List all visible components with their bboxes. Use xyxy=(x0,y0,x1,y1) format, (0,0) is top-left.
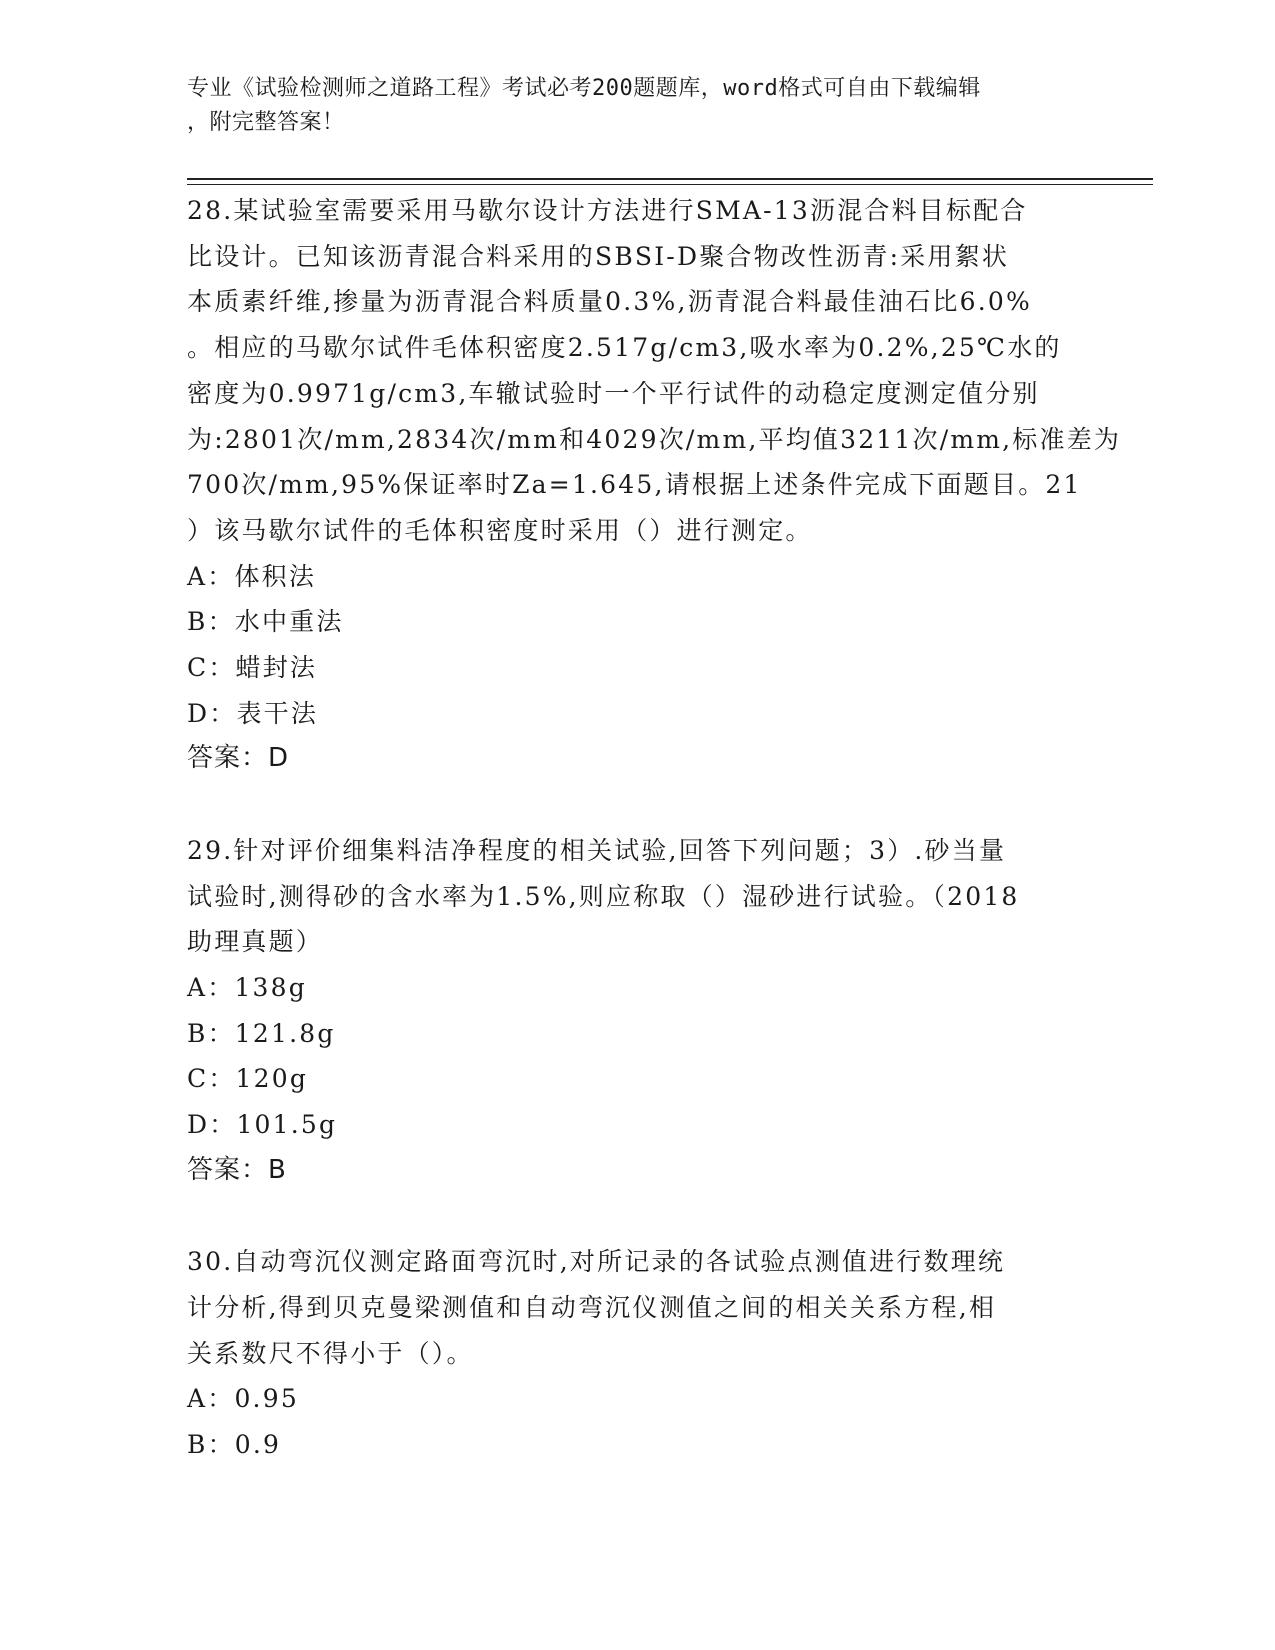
question-text-line: ）该马歇尔试件的毛体积密度时采用（）进行测定。 xyxy=(187,515,813,545)
question-28 xyxy=(187,188,1122,782)
question-text-line: 计分析,得到贝克曼梁测值和自动弯沉仪测值之间的相关关系方程,相 xyxy=(187,1292,997,1322)
header-divider xyxy=(187,178,1153,180)
header-line: 专业《试验检测师之道路工程》考试必考200题题库，word格式可自由下载编辑 xyxy=(187,76,981,101)
question-text-line: 30.自动弯沉仪测定路面弯沉时,对所记录的各试验点测值进行数理统 xyxy=(187,1247,1006,1277)
answer-line: 答案：B xyxy=(187,1154,287,1185)
spacer xyxy=(187,782,1077,828)
question-text-line: 助理真题） xyxy=(187,927,324,957)
option-a: A：体积法 xyxy=(187,561,317,591)
option-c: C：120g xyxy=(187,1064,309,1094)
option-b: B：水中重法 xyxy=(187,607,344,637)
option-c: C：蜡封法 xyxy=(187,653,318,683)
option-b: B：121.8g xyxy=(187,1018,336,1048)
option-a: A：138g xyxy=(187,972,307,1002)
question-30 xyxy=(187,1239,1077,1468)
question-text-line: 本质素纤维,掺量为沥青混合料质量0.3%,沥青混合料最佳油石比6.0% xyxy=(187,287,1032,317)
question-text-line: 29.针对评价细集料洁净程度的相关试验,回答下列问题；3）.砂当量 xyxy=(187,835,1007,865)
question-text-line: 关系数尺不得小于（）。 xyxy=(187,1338,474,1368)
question-text-line: 试验时,测得砂的含水率为1.5%,则应称取（）湿砂进行试验。（2018 xyxy=(187,881,1020,911)
question-29 xyxy=(187,828,1077,1194)
question-text-line: 700次/mm,95%保证率时Za=1.645,请根据上述条件完成下面题目。21 xyxy=(187,470,1082,500)
spacer xyxy=(187,1193,1077,1239)
header-divider-thin xyxy=(187,184,1153,185)
question-text-line: 密度为0.9971g/cm3,车辙试验时一个平行试件的动稳定度测定值分别 xyxy=(187,378,1040,408)
header-line: ，附完整答案！ xyxy=(187,110,345,135)
option-d: D：表干法 xyxy=(187,698,319,728)
question-list xyxy=(187,188,1122,1468)
question-text-line: 为:2801次/mm,2834次/mm和4029次/mm,平均值3211次/mm,标准差为 xyxy=(187,424,1122,454)
answer-line: 答案：D xyxy=(187,743,290,774)
option-b: B：0.9 xyxy=(187,1429,282,1459)
option-d: D：101.5g xyxy=(187,1110,338,1140)
option-a: A：0.95 xyxy=(187,1384,299,1414)
document-header xyxy=(187,72,1087,140)
question-text-line: 。相应的马歇尔试件毛体积密度2.517g/cm3,吸水率为0.2%,25℃水的 xyxy=(187,333,1062,363)
question-text-line: 28.某试验室需要采用马歇尔设计方法进行SMA-13沥混合料目标配合 xyxy=(187,196,1028,225)
question-text-line: 比设计。已知该沥青混合料采用的SBSI-D聚合物改性沥青:采用絮状 xyxy=(187,241,1010,271)
